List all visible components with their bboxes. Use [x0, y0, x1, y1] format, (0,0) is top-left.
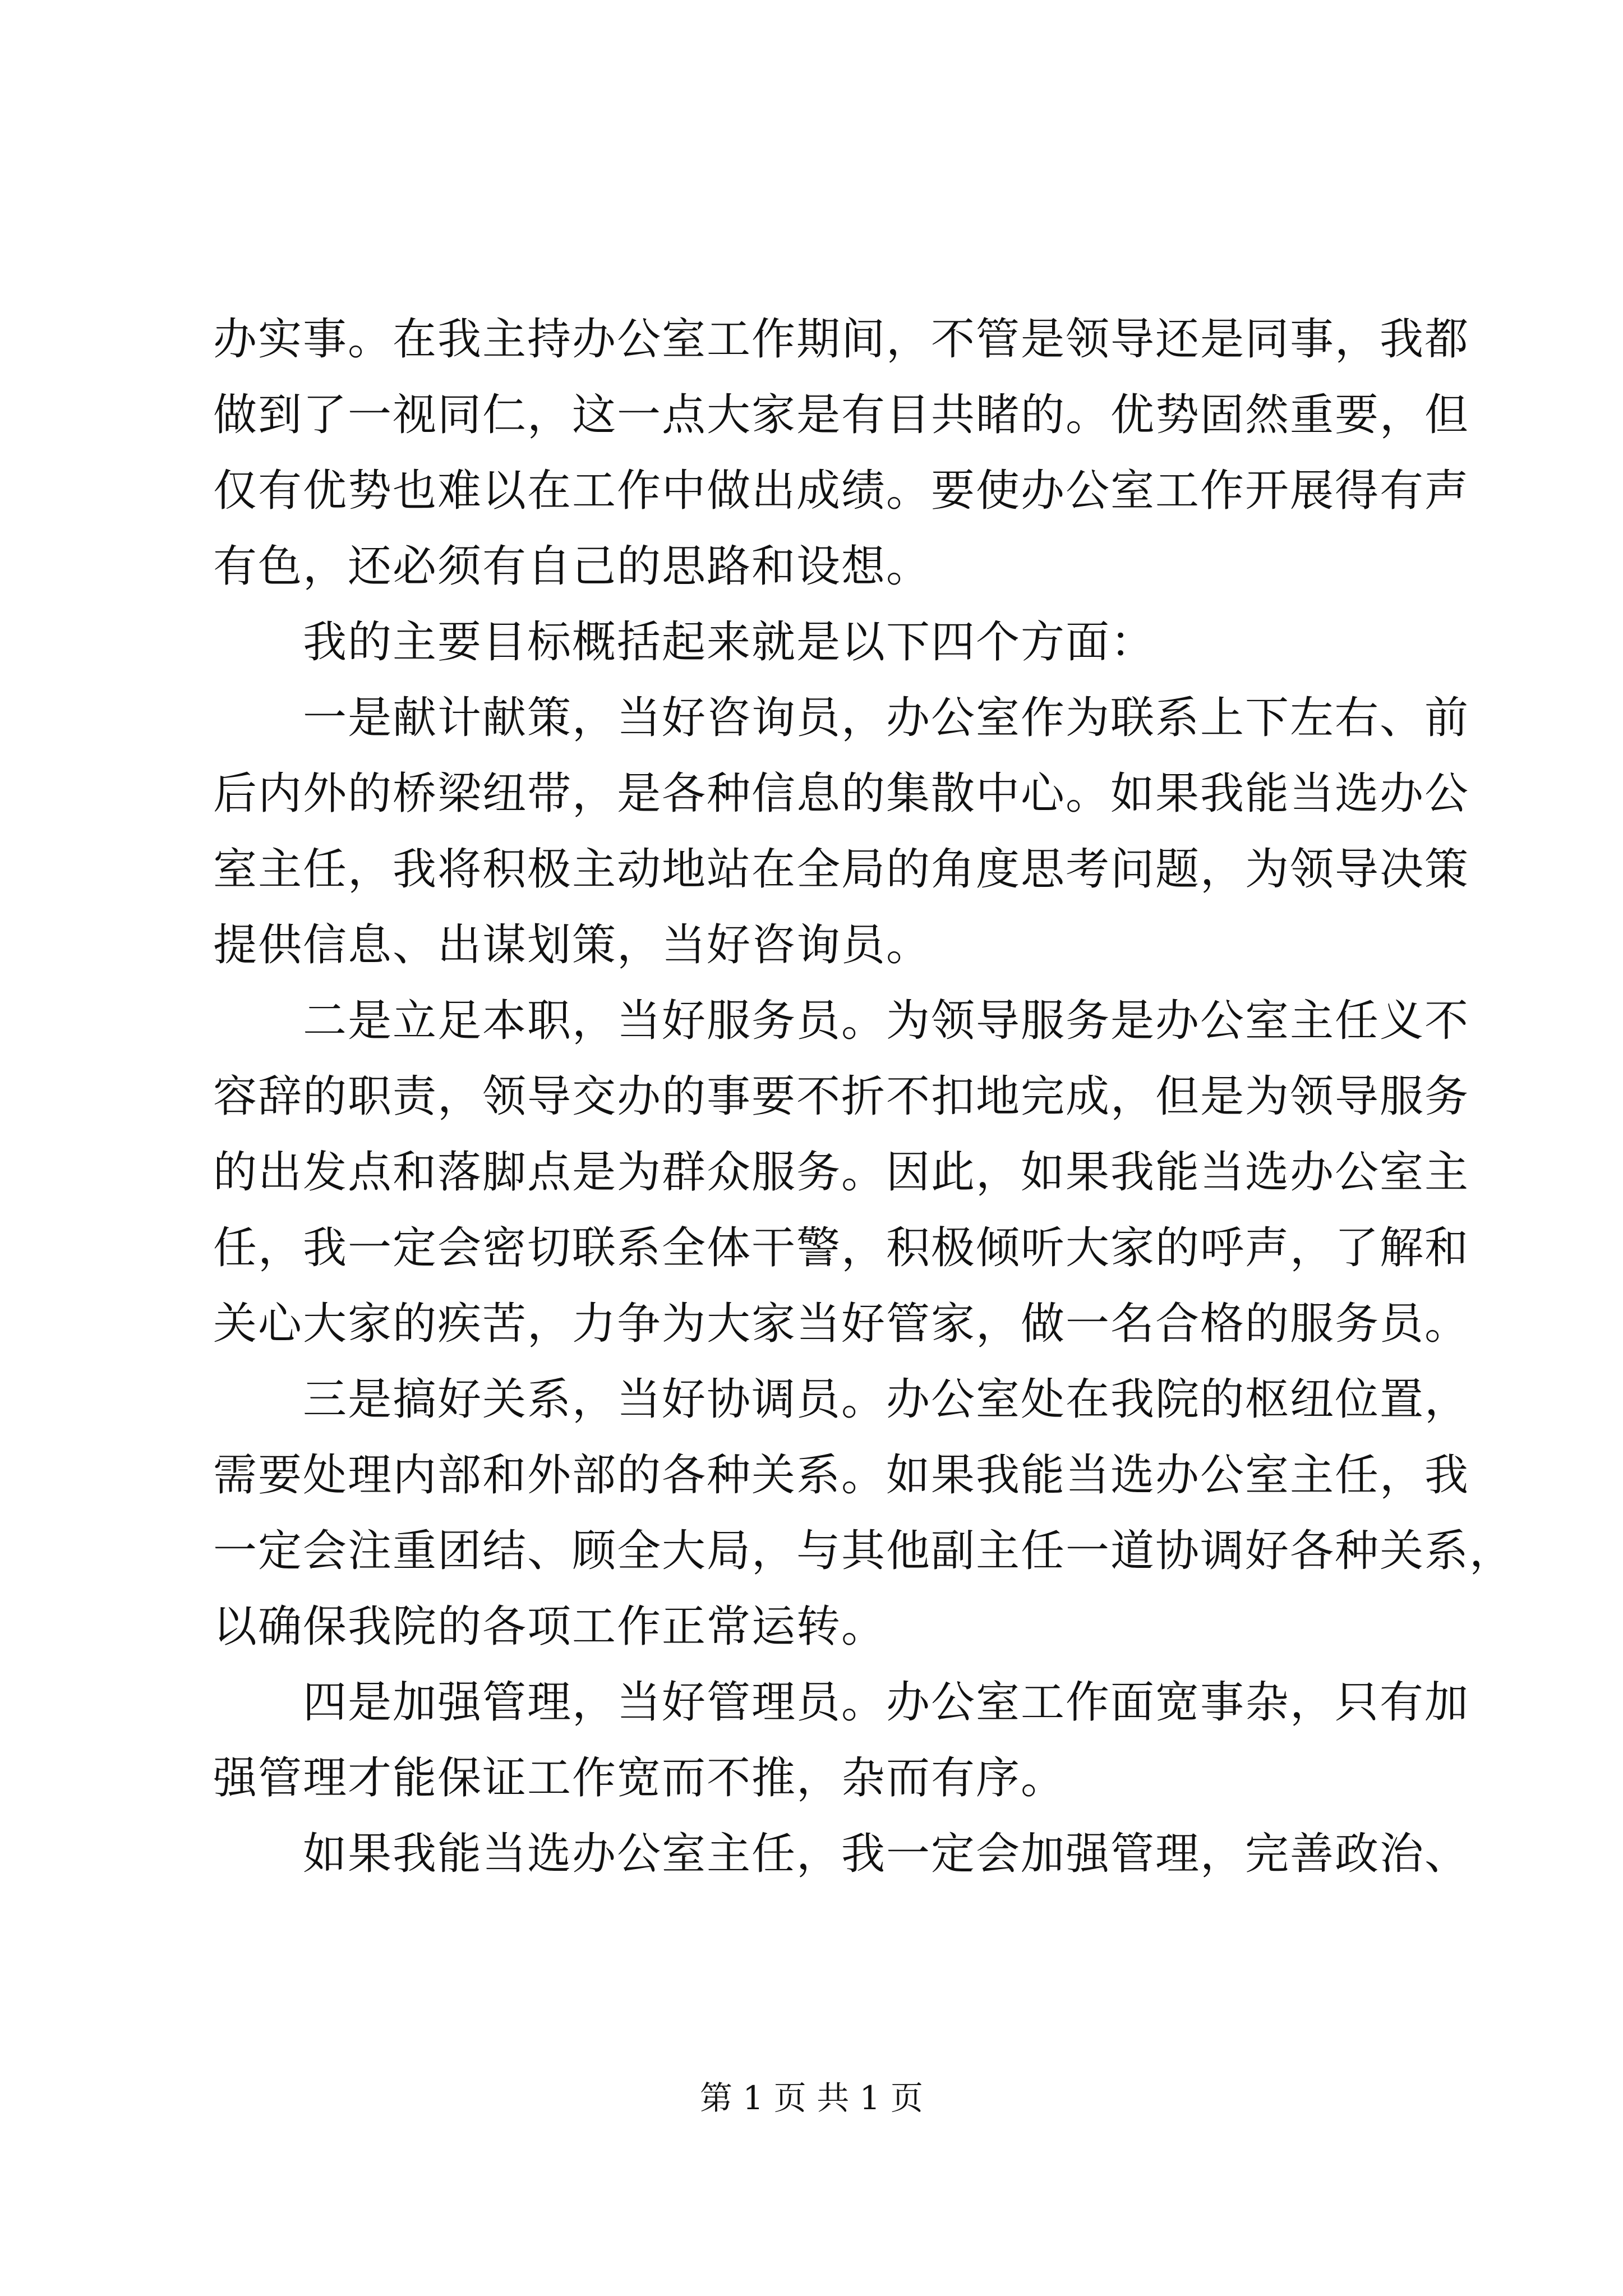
- text-line: 后内外的桥梁纽带，是各种信息的集散中心。如果我能当选办公: [213, 769, 1470, 819]
- text-line: 二是立足本职，当好服务员。为领导服务是办公室主任义不: [303, 996, 1470, 1046]
- text-line: 仅有优势也难以在工作中做出成绩。要使办公室工作开展得有声: [213, 466, 1470, 516]
- text-line: 以确保我院的各项工作正常运转。: [213, 1602, 887, 1652]
- text-line: 室主任，我将积极主动地站在全局的角度思考问题，为领导决策: [213, 844, 1470, 895]
- text-line: 强管理才能保证工作宽而不推，杂而有序。: [213, 1753, 1066, 1803]
- text-line: 的出发点和落脚点是为群众服务。因此，如果我能当选办公室主: [213, 1147, 1470, 1198]
- text-line: 做到了一视同仁，这一点大家是有目共睹的。优势固然重要，但: [213, 390, 1470, 440]
- text-line: 一是献计献策，当好咨询员，办公室作为联系上下左右、前: [303, 693, 1470, 743]
- text-line: 容辞的职责，领导交办的事要不折不扣地完成，但是为领导服务: [213, 1071, 1470, 1122]
- text-line: 关心大家的疾苦，力争为大家当好管家，做一名合格的服务员。: [213, 1299, 1470, 1349]
- text-line: 如果我能当选办公室主任，我一定会加强管理，完善政治、: [303, 1829, 1470, 1879]
- text-line: 我的主要目标概括起来就是以下四个方面：: [303, 617, 1156, 668]
- text-line: 四是加强管理，当好管理员。办公室工作面宽事杂，只有加: [303, 1677, 1470, 1728]
- text-line: 提供信息、出谋划策，当好咨询员。: [213, 920, 932, 970]
- text-line: 三是搞好关系，当好协调员。办公室处在我院的枢纽位置，: [303, 1374, 1470, 1425]
- text-line: 一定会注重团结、顾全大局，与其他副主任一道协调好各种关系，: [213, 1526, 1515, 1576]
- text-line: 任，我一定会密切联系全体干警，积极倾听大家的呼声，了解和: [213, 1223, 1470, 1273]
- page-footer: 第 1 页 共 1 页: [700, 2079, 923, 2117]
- text-line: 需要处理内部和外部的各种关系。如果我能当选办公室主任，我: [213, 1450, 1470, 1501]
- text-line: 办实事。在我主持办公室工作期间，不管是领导还是同事，我都: [213, 314, 1470, 365]
- text-line: 有色，还必须有自己的思路和设想。: [213, 541, 932, 592]
